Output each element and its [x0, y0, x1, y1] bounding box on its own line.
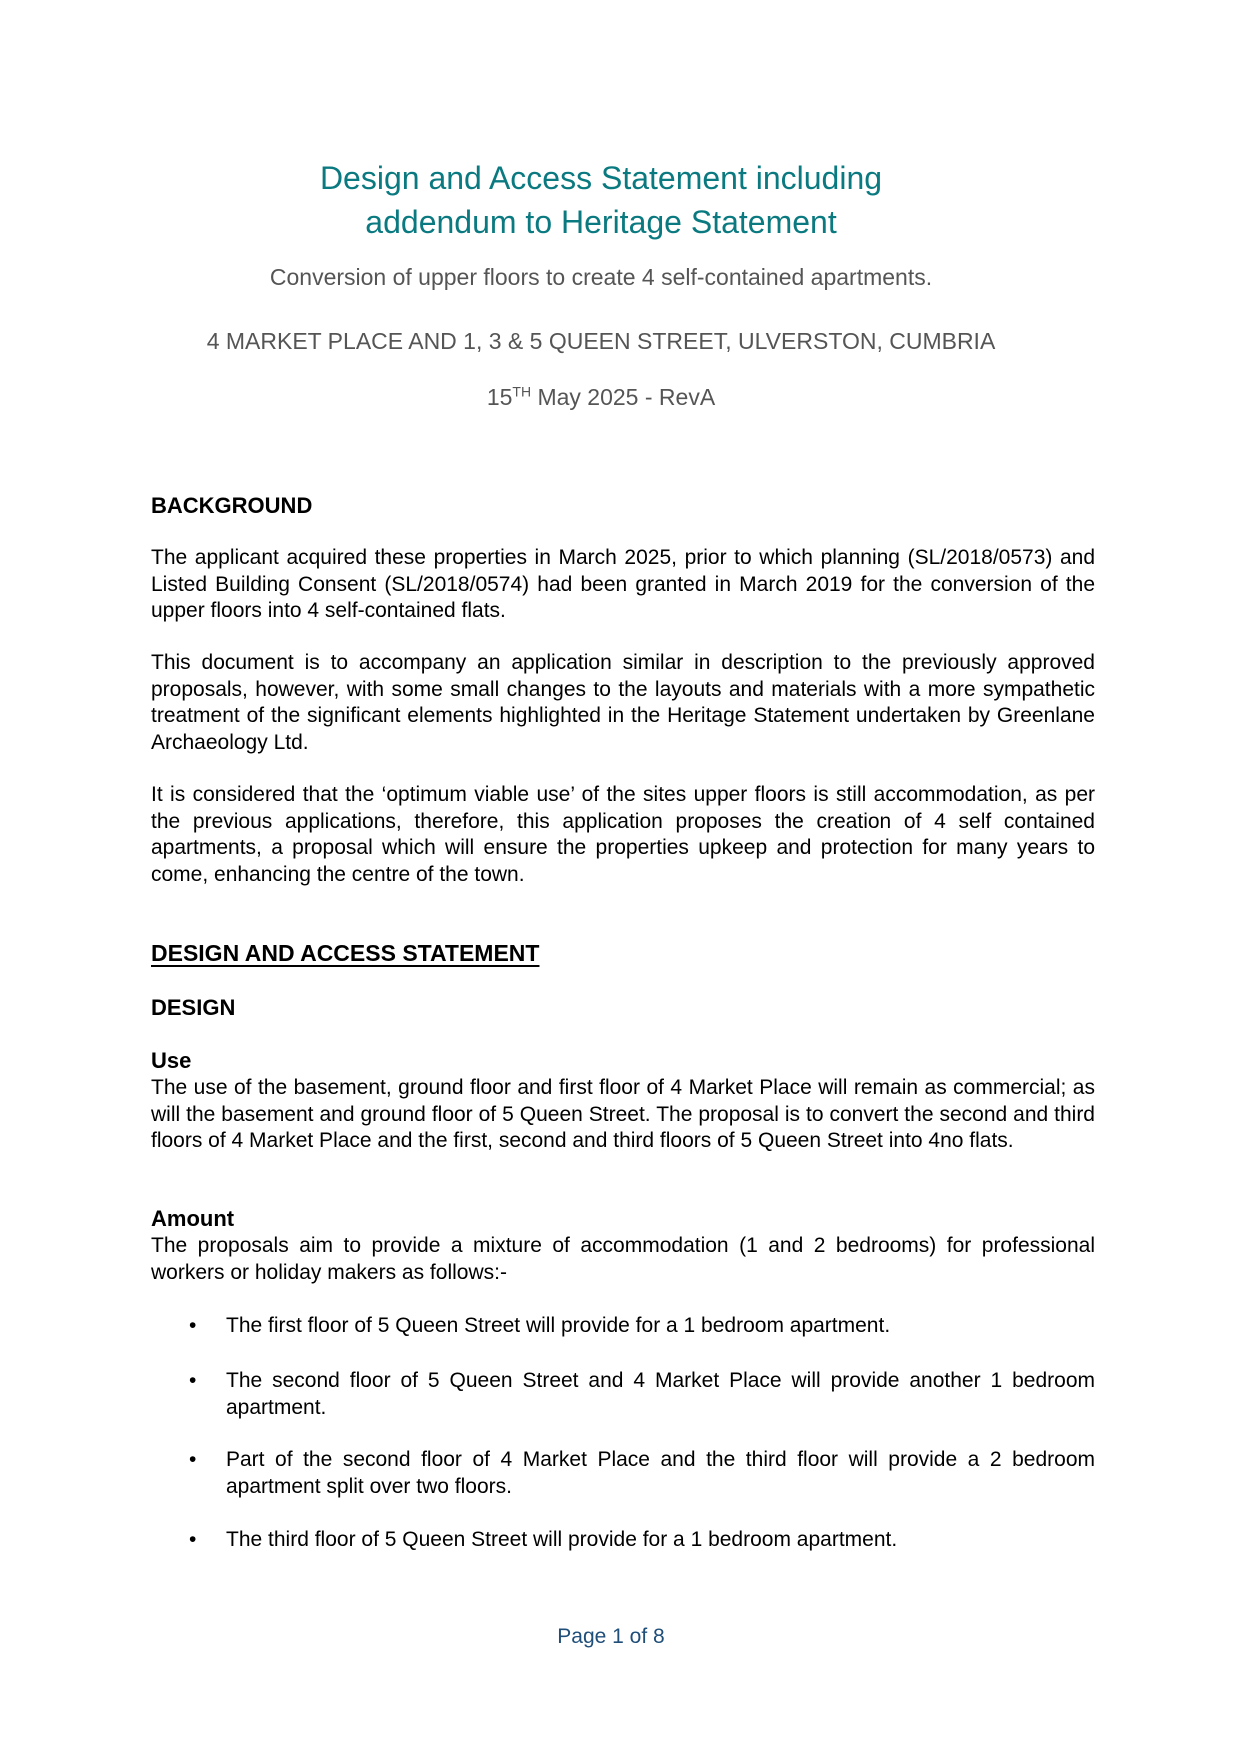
design-heading: DESIGN	[151, 995, 236, 1020]
title-line-2: addendum to Heritage Statement	[365, 204, 837, 240]
list-item	[151, 1527, 1095, 1554]
list-item-text: The first floor of 5 Queen Street will provide for a 1 bedroom apartment.	[226, 1314, 891, 1337]
document-date	[0, 384, 1202, 411]
list-item-text: Part of the second floor of 4 Market Place and the third floor will provide a 2 bedroom apartment split over two floors.	[226, 1448, 1095, 1498]
list-item	[151, 1447, 1095, 1500]
bullet-icon: •	[189, 1369, 197, 1392]
list-item	[151, 1368, 1095, 1421]
use-paragraph: The use of the basement, ground floor and first floor of 4 Market Place will remain as commercial; as will the basement and ground floor of 5 Queen Street. The proposal is to convert the second and third floors of 4 Market Place and the first, second and third floors of 5 Queen Street into 4no flats.	[151, 1076, 1095, 1152]
document-subtitle: Conversion of upper floors to create 4 self-contained apartments.	[269, 264, 933, 290]
date-day: 15	[486, 384, 513, 410]
background-paragraph-2: This document is to accompany an application similar in description to the previously approved proposals, however, with some small changes to the layouts and materials with a more sympathetic treatment of the significant elements highlighted in the Heritage Statement undertaken by Greenlane Archaeology Ltd.	[151, 651, 1095, 754]
bullet-icon: •	[189, 1448, 197, 1471]
page-number: Page 1 of 8	[557, 1625, 665, 1648]
design-access-heading: DESIGN AND ACCESS STATEMENT	[151, 940, 540, 966]
amount-paragraph: The proposals aim to provide a mixture of accommodation (1 and 2 bedrooms) for professional workers or holiday makers as follows:-	[151, 1234, 1095, 1284]
amount-heading: Amount	[151, 1206, 235, 1231]
use-heading: Use	[151, 1048, 192, 1073]
date-ordinal: TH	[512, 383, 532, 400]
document-title	[0, 156, 1202, 244]
date-rest: May 2025 - RevA	[531, 384, 716, 410]
background-heading: BACKGROUND	[151, 493, 313, 518]
bullet-icon: •	[189, 1528, 197, 1551]
background-paragraph-3: It is considered that the ‘optimum viable use’ of the sites upper floors is still accommodation, as per the previous applications, therefore, this application proposes the creation of 4 self contained apartments, a proposal which will ensure the properties upkeep and protection for many years to come, enhancing the centre of the town.	[151, 783, 1095, 886]
title-line-1: Design and Access Statement including	[319, 160, 883, 196]
bullet-icon: •	[189, 1314, 197, 1337]
background-paragraph-1: The applicant acquired these properties in March 2025, prior to which planning (SL/2018/0573) and Listed Building Consent (SL/2018/0574) had been granted in March 2019 for the conversion of the upper floors into 4 self-contained flats.	[151, 546, 1095, 622]
list-item	[151, 1313, 1095, 1340]
list-item-text: The third floor of 5 Queen Street will provide for a 1 bedroom apartment.	[226, 1528, 898, 1551]
site-address: 4 MARKET PLACE AND 1, 3 & 5 QUEEN STREET, ULVERSTON, CUMBRIA	[206, 328, 996, 354]
list-item-text: The second floor of 5 Queen Street and 4 Market Place will provide another 1 bedroom apartment.	[226, 1369, 1095, 1419]
